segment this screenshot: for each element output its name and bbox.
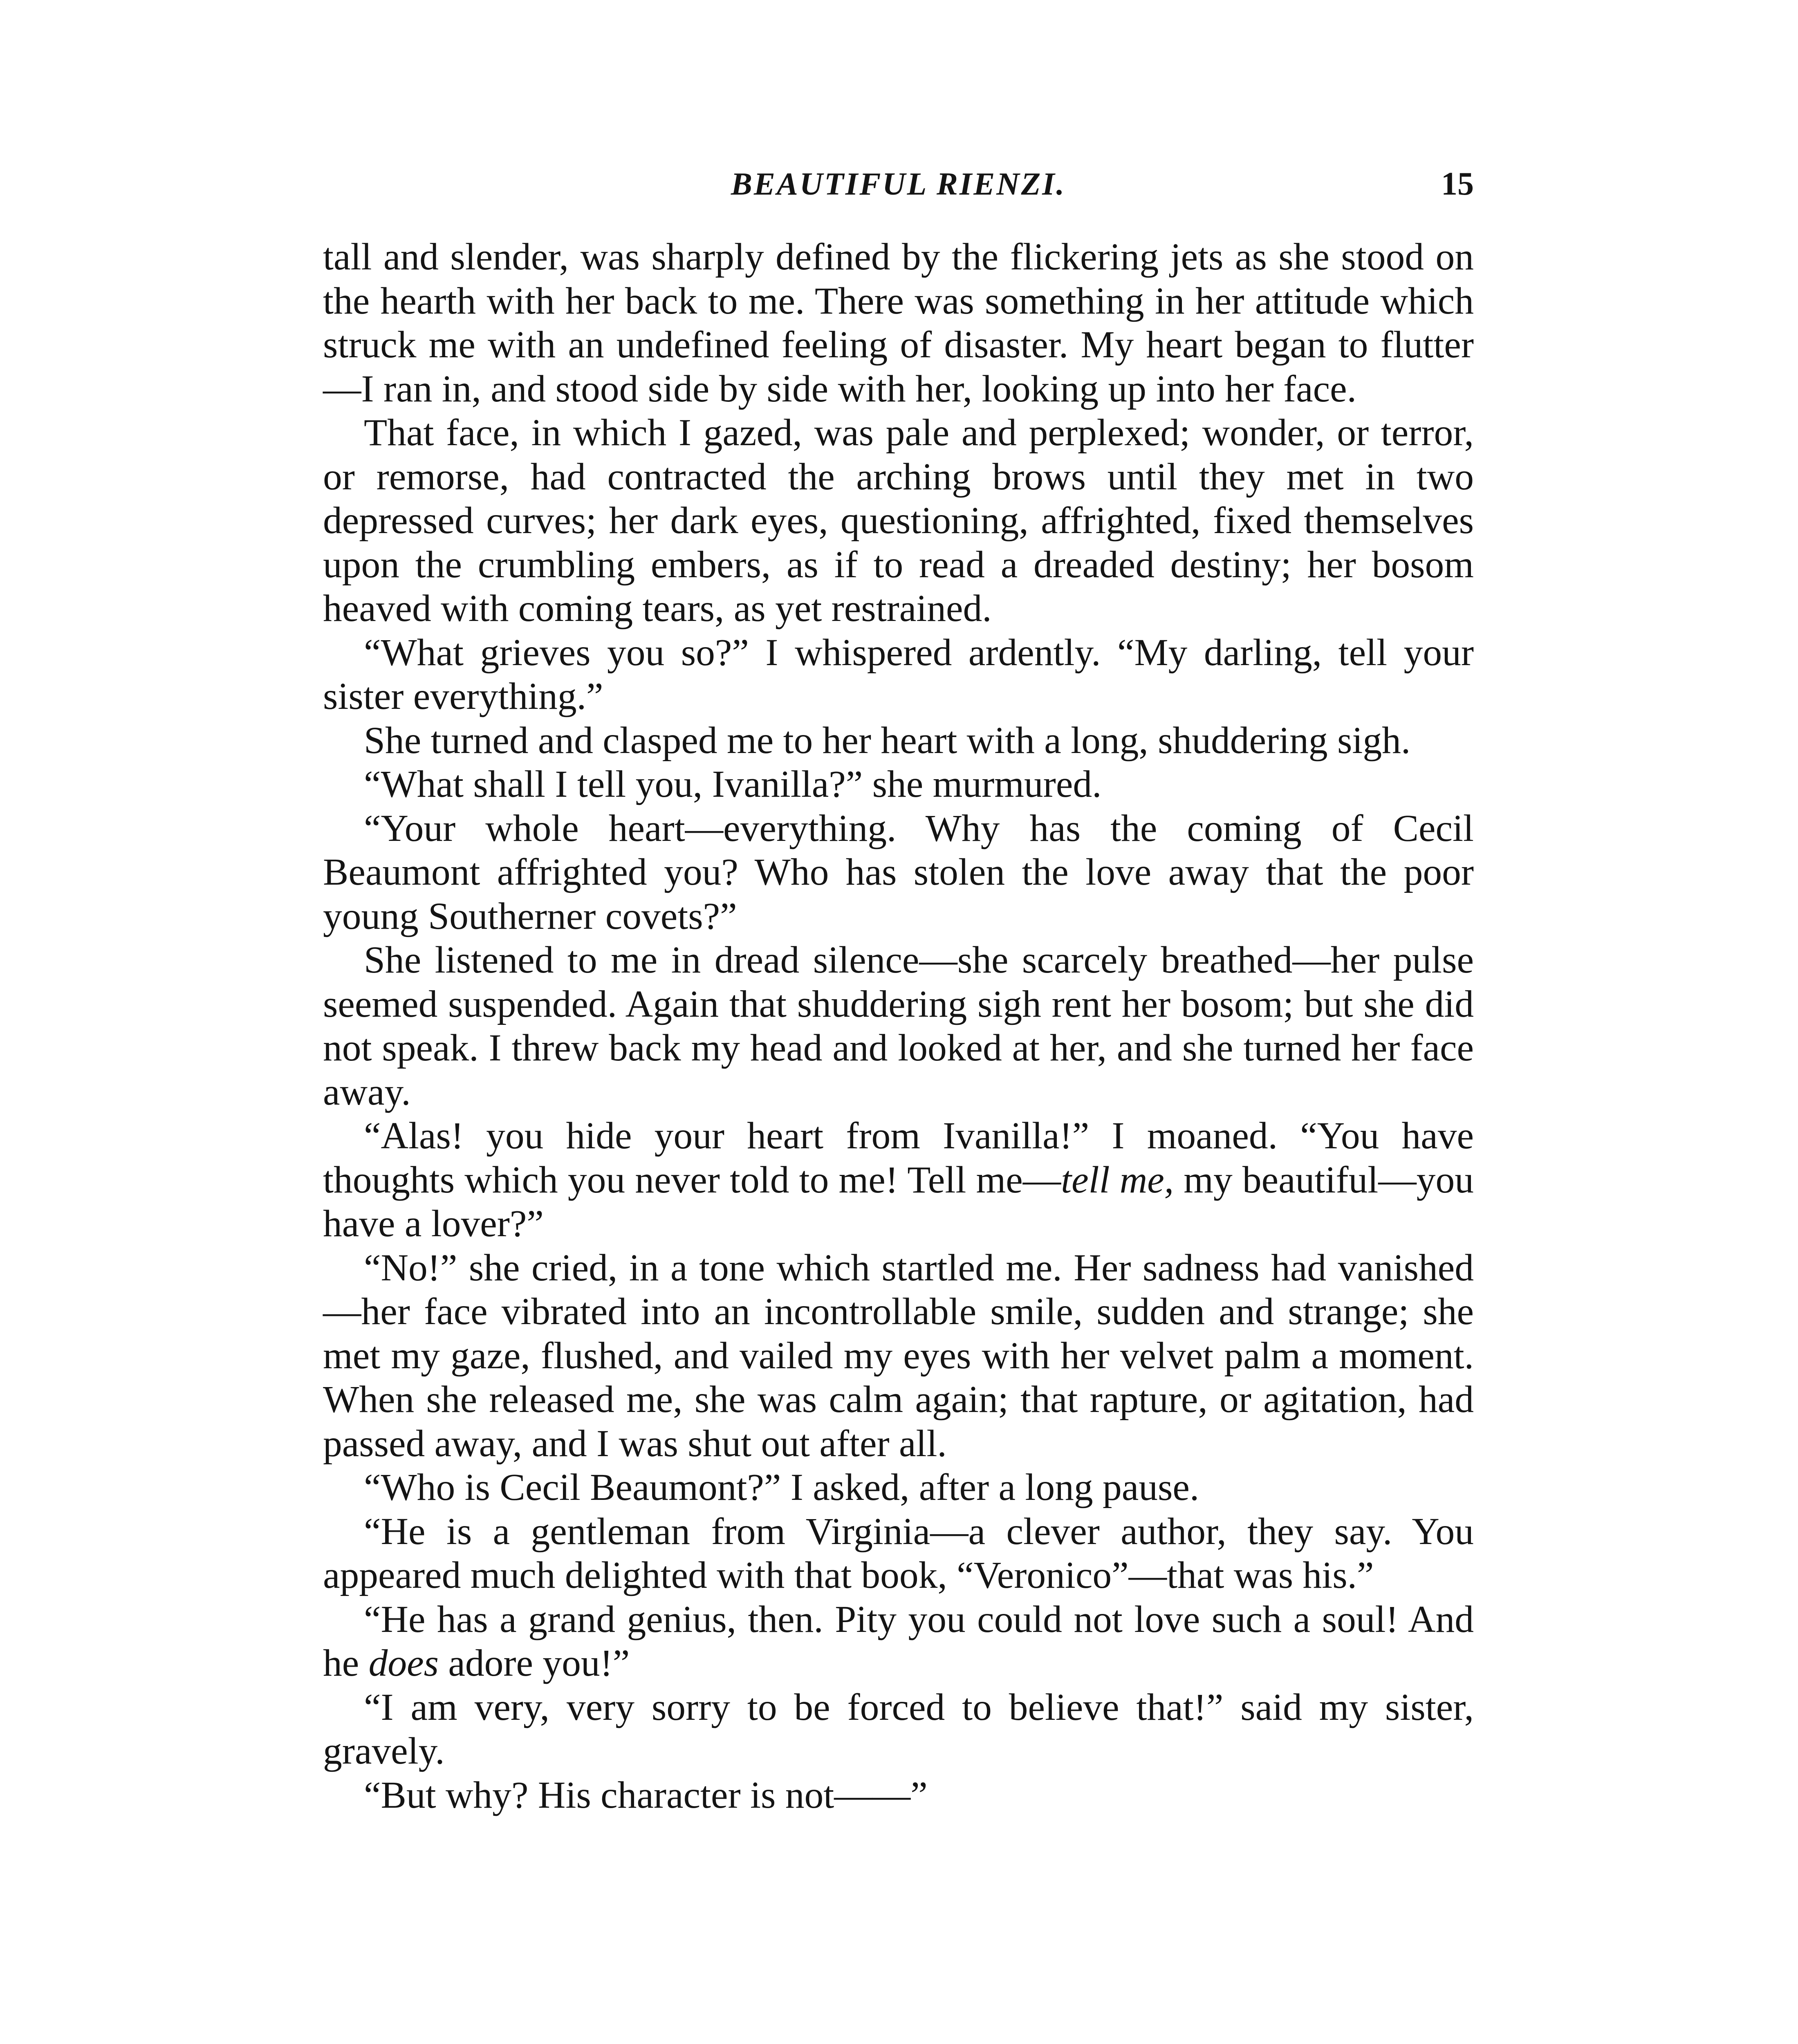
page-number: 15: [1441, 166, 1474, 202]
text-run: She turned and clasped me to her heart with a long, shuddering sigh.: [364, 719, 1411, 762]
text-run: That face, in which I gazed, was pale and perplexed; wonder, or terror, or remorse, had contracted the arching brows until they met in two depressed curves; her dark eyes, questioning, affrighted, fixed themselves upon the crumbling embers, as if to read a dreaded destiny; her bosom heaved with coming tears, as yet restrained.: [323, 412, 1474, 630]
paragraph-2: [323, 411, 1474, 631]
text-run: “What shall I tell you, Ivanilla?” she murmured.: [364, 763, 1102, 805]
paragraph-14: [323, 1773, 1474, 1818]
text-run: “But why? His character is not——”: [364, 1774, 928, 1816]
italic-run: does: [368, 1642, 439, 1684]
paragraph-1: [323, 235, 1474, 411]
text-run: “He is a gentleman from Virginia—a clever author, they say. You appeared much delighted with that book, “Veronico”—that was his.”: [323, 1510, 1474, 1596]
running-title: BEAUTIFUL RIENZI.: [731, 166, 1066, 202]
paragraph-6: [323, 807, 1474, 939]
text-run: “Your whole heart—everything. Why has the coming of Cecil Beaumont affrighted you? Who has stolen the love away that the poor young Southerner covets?”: [323, 807, 1474, 937]
paragraph-9: [323, 1246, 1474, 1466]
paragraph-12: [323, 1598, 1474, 1685]
paragraph-13: [323, 1685, 1474, 1773]
paragraph-7: [323, 938, 1474, 1114]
text-run: “Who is Cecil Beaumont?” I asked, after a long pause.: [364, 1466, 1199, 1508]
paragraph-8: [323, 1114, 1474, 1246]
text-run: “I am very, very sorry to be forced to believe that!” said my sister, gravely.: [323, 1686, 1474, 1772]
paragraph-5: [323, 762, 1474, 807]
paragraph-3: [323, 631, 1474, 719]
paragraph-10: [323, 1466, 1474, 1510]
text-run: tall and slender, was sharply defined by the flickering jets as she stood on the hearth with her back to me. There was something in her attitude which struck me with an undefined feeling of disaster. My heart began to flutter—I ran in, and stood side by side with her, looking up into her face.: [323, 236, 1474, 410]
text-run: “Alas! you hide your heart from Ivanilla!” I moaned. “You have thoughts which you never told to me! Tell me—: [323, 1115, 1474, 1201]
paragraph-11: [323, 1510, 1474, 1598]
text-run: She listened to me in dread silence—she scarcely breathed—her pulse seemed suspended. Again that shuddering sigh rent her bosom; but she did not speak. I threw back my head and looked at her, and she turned her face away.: [323, 939, 1474, 1113]
page-header: [323, 166, 1474, 219]
paragraph-4: [323, 719, 1474, 763]
text-run: “No!” she cried, in a tone which startled me. Her sadness had vanished—her face vibrated into an incontrollable smile, sudden and strange; she met my gaze, flushed, and vailed my eyes with her velvet palm a moment. When she released me, she was calm again; that rapture, or agitation, had passed away, and I was shut out after all.: [323, 1246, 1474, 1465]
italic-run: tell me,: [1061, 1159, 1174, 1201]
body-text: [323, 235, 1474, 1817]
text-run: “He has a grand genius, then. Pity you could not love such a soul! And he: [323, 1598, 1474, 1684]
text-run: “What grieves you so?” I whispered ardently. “My darling, tell your sister everything.”: [323, 631, 1474, 717]
text-run: my beautiful—you have a lover?”: [323, 1159, 1474, 1245]
text-run: adore you!”: [439, 1642, 630, 1684]
